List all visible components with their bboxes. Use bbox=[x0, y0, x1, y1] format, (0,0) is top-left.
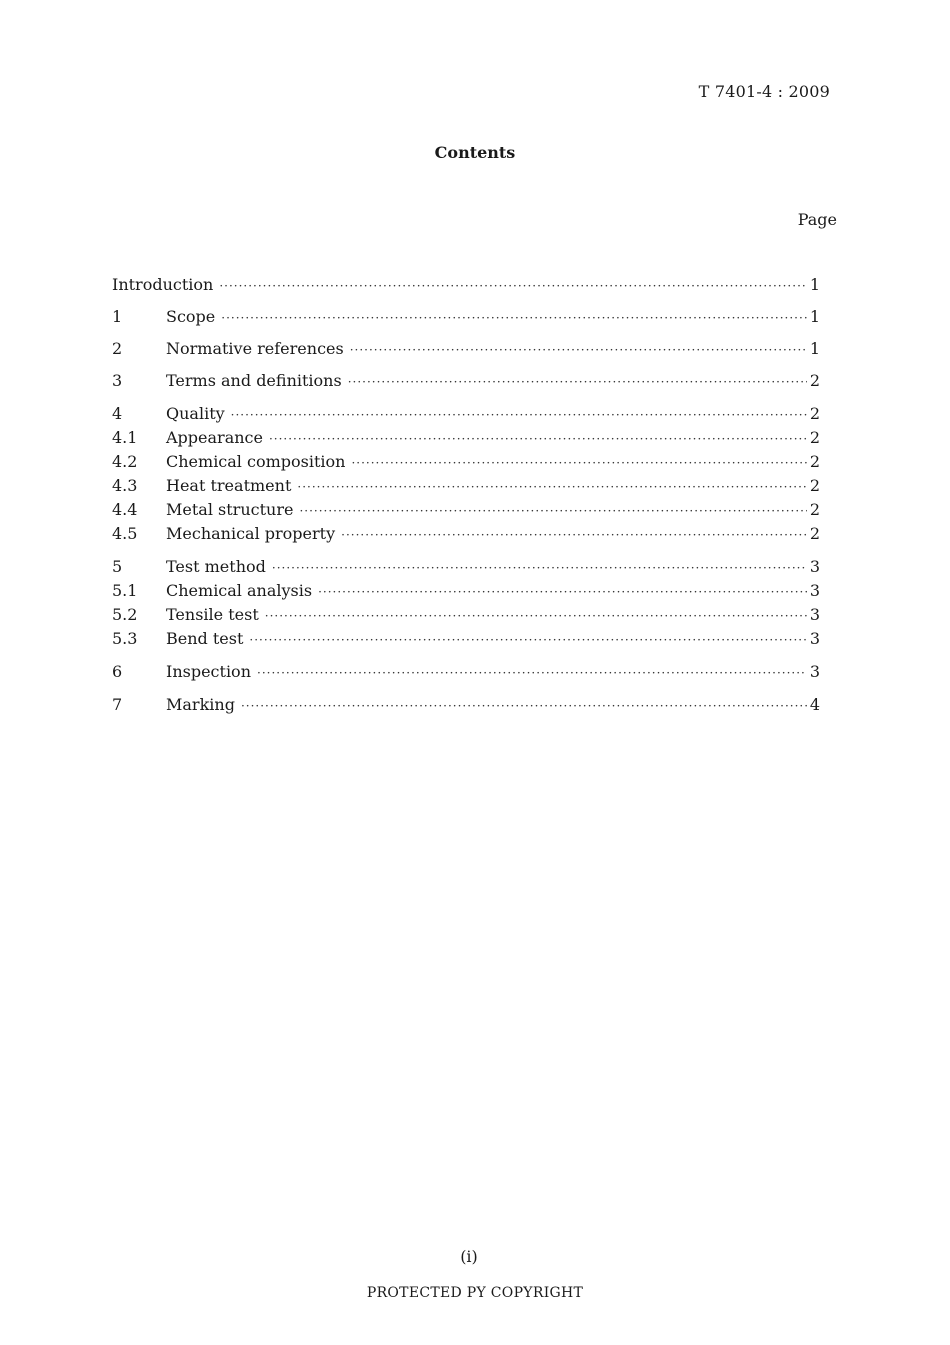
toc-entry-terms-and-definitions[interactable] bbox=[112, 369, 820, 393]
dot-leader bbox=[269, 427, 807, 451]
dot-leader bbox=[341, 523, 807, 547]
toc-label: Bend test bbox=[166, 629, 244, 648]
toc-label: Chemical analysis bbox=[166, 581, 313, 600]
toc-number: 3 bbox=[112, 371, 123, 390]
toc-label: Chemical composition bbox=[166, 452, 346, 471]
dot-leader bbox=[351, 451, 806, 475]
toc-entry-metal-structure[interactable] bbox=[112, 498, 820, 522]
page-column-label: Page bbox=[797, 210, 837, 229]
toc-page-number: 3 bbox=[809, 581, 820, 600]
dot-leader bbox=[350, 338, 807, 362]
toc-entry-quality[interactable] bbox=[112, 402, 820, 426]
toc-page-number: 3 bbox=[809, 629, 820, 648]
dot-leader bbox=[272, 556, 807, 580]
toc-entry-bend-test[interactable] bbox=[112, 627, 820, 651]
toc-entry-scope[interactable] bbox=[112, 305, 820, 329]
toc-number: 7 bbox=[112, 695, 123, 714]
toc-entry-chemical-analysis[interactable] bbox=[112, 579, 820, 603]
toc-number: 5.1 bbox=[112, 581, 138, 600]
toc-page-number: 2 bbox=[809, 524, 820, 543]
toc-entry-appearance[interactable] bbox=[112, 426, 820, 450]
dot-leader bbox=[221, 306, 807, 330]
toc-entry-mechanical-property[interactable] bbox=[112, 522, 820, 546]
toc-entry-marking[interactable] bbox=[112, 693, 820, 717]
page-title: Contents bbox=[434, 143, 516, 162]
toc-number: 5.3 bbox=[112, 629, 138, 648]
toc-label: Scope bbox=[166, 307, 216, 326]
toc-entry-inspection[interactable] bbox=[112, 660, 820, 684]
toc-page-number: 4 bbox=[809, 695, 820, 714]
toc-number: 4.2 bbox=[112, 452, 138, 471]
toc-entry-test-method[interactable] bbox=[112, 555, 820, 579]
toc-page-number: 2 bbox=[809, 371, 820, 390]
toc-entry-tensile-test[interactable] bbox=[112, 603, 820, 627]
toc-number: 4.1 bbox=[112, 428, 138, 447]
dot-leader bbox=[297, 475, 806, 499]
dot-leader bbox=[241, 694, 807, 718]
toc-label: Marking bbox=[166, 695, 235, 714]
toc-number: 4 bbox=[112, 404, 123, 423]
toc-label: Inspection bbox=[166, 662, 251, 681]
toc-entry-heat-treatment[interactable] bbox=[112, 474, 820, 498]
toc-number: 5 bbox=[112, 557, 123, 576]
toc-number: 2 bbox=[112, 339, 123, 358]
table-of-contents bbox=[112, 273, 820, 717]
dot-leader bbox=[219, 274, 806, 298]
dot-leader bbox=[348, 370, 807, 394]
dot-leader bbox=[265, 604, 807, 628]
toc-label: Metal structure bbox=[166, 500, 294, 519]
dot-leader bbox=[318, 580, 807, 604]
toc-label: Normative references bbox=[166, 339, 344, 358]
toc-page-number: 2 bbox=[809, 428, 820, 447]
copyright-notice: PROTECTED PY COPYRIGHT bbox=[366, 1285, 584, 1301]
toc-number: 4.3 bbox=[112, 476, 138, 495]
toc-label: Appearance bbox=[166, 428, 263, 447]
toc-page-number: 3 bbox=[809, 605, 820, 624]
dot-leader bbox=[249, 628, 806, 652]
toc-number: 4.4 bbox=[112, 500, 138, 519]
toc-number: 1 bbox=[112, 307, 123, 326]
toc-number: 4.5 bbox=[112, 524, 138, 543]
footer-page-number: (i) bbox=[460, 1247, 478, 1266]
toc-page-number: 2 bbox=[809, 452, 820, 471]
dot-leader bbox=[299, 499, 806, 523]
toc-page-number: 2 bbox=[809, 476, 820, 495]
toc-page-number: 2 bbox=[809, 404, 820, 423]
toc-number: 6 bbox=[112, 662, 123, 681]
toc-entry-introduction[interactable] bbox=[112, 273, 820, 297]
toc-label: Quality bbox=[166, 404, 225, 423]
toc-page-number: 3 bbox=[809, 662, 820, 681]
toc-label: Introduction bbox=[112, 275, 214, 294]
toc-number: 5.2 bbox=[112, 605, 138, 624]
toc-label: Test method bbox=[166, 557, 266, 576]
toc-page-number: 1 bbox=[809, 307, 820, 326]
toc-label: Heat treatment bbox=[166, 476, 292, 495]
toc-page-number: 3 bbox=[809, 557, 820, 576]
toc-page-number: 1 bbox=[809, 275, 820, 294]
toc-label: Tensile test bbox=[166, 605, 259, 624]
toc-page-number: 1 bbox=[809, 339, 820, 358]
toc-entry-normative-references[interactable] bbox=[112, 337, 820, 361]
toc-page-number: 2 bbox=[809, 500, 820, 519]
dot-leader bbox=[231, 403, 807, 427]
document-code: T 7401-4 : 2009 bbox=[698, 82, 830, 101]
toc-label: Terms and definitions bbox=[166, 371, 342, 390]
toc-label: Mechanical property bbox=[166, 524, 336, 543]
dot-leader bbox=[257, 661, 807, 685]
toc-entry-chemical-composition[interactable] bbox=[112, 450, 820, 474]
